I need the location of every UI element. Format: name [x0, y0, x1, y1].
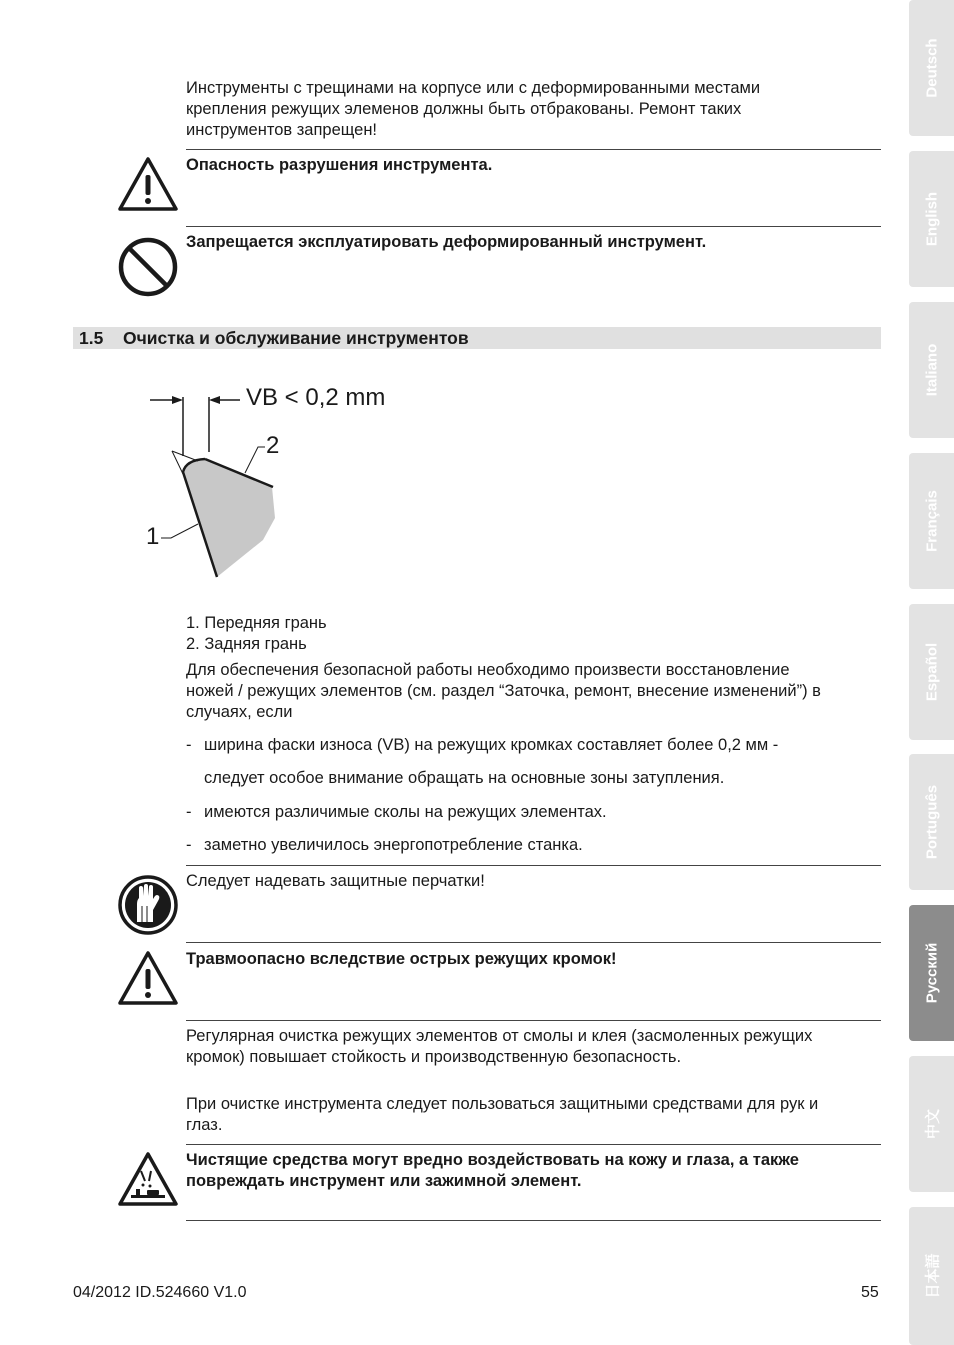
- section-title: Очистка и обслуживание инструментов: [123, 328, 469, 348]
- tab-english[interactable]: English: [909, 151, 954, 287]
- warning-triangle-icon: [117, 156, 179, 212]
- legend-item: 2. Задняя грань: [186, 635, 307, 653]
- tab-italiano[interactable]: Italiano: [909, 302, 954, 438]
- footer-doc-id: 04/2012 ID.524660 V1.0: [73, 1284, 247, 1301]
- corrosive-icon: [117, 1151, 179, 1207]
- section-number: 1.5: [79, 328, 104, 348]
- warning-triangle-icon: [117, 950, 179, 1006]
- deformed-warning: Запрещается эксплуатировать деформированный инструмент.: [186, 233, 707, 251]
- divider: [186, 1144, 881, 1145]
- legend-item: 1. Передняя грань: [186, 614, 327, 632]
- gloves-note: Следует надевать защитные перчатки!: [186, 872, 485, 890]
- callout-2: 2: [266, 432, 280, 459]
- prohibition-icon: [117, 236, 179, 298]
- divider: [186, 1020, 881, 1021]
- tab-francais[interactable]: Français: [909, 453, 954, 589]
- divider: [186, 1220, 881, 1221]
- gloves-icon: [117, 874, 179, 936]
- figure-legend: [186, 613, 327, 655]
- cleaning-paragraph: Регулярная очистка режущих элементов от смолы и клея (засмоленных режущих кромок) повышает стойкость и производственную безопасность.: [186, 1027, 813, 1066]
- tab-russian[interactable]: Русский: [909, 905, 954, 1041]
- breakage-warning: Опасность разрушения инструмента.: [186, 156, 493, 174]
- restore-paragraph: Для обеспечения безопасной работы необходимо произвести восстановление ножей / режущих элементов (см. раздел “Заточка, ремонт, внесение изменений”) в случаях, если: [186, 661, 821, 721]
- tab-portugues[interactable]: Português: [909, 754, 954, 890]
- protection-paragraph: При очистке инструмента следует пользоваться защитными средствами для рук и глаз.: [186, 1095, 819, 1134]
- tab-espanol[interactable]: Español: [909, 604, 954, 740]
- tab-deutsch[interactable]: Deutsch: [909, 0, 954, 136]
- divider: [186, 865, 881, 866]
- sharp-edges-warning: Травмоопасно вследствие острых режущих кромок!: [186, 950, 617, 968]
- callout-1: 1: [146, 523, 160, 550]
- divider: [186, 149, 881, 150]
- tab-chinese[interactable]: 中文: [909, 1056, 954, 1192]
- chemical-warning: Чистящие средства могут вредно воздействовать на кожу и глаза, а также повреждать инструмент или зажимной элемент.: [186, 1151, 799, 1190]
- divider: [186, 226, 881, 227]
- section-heading: [73, 327, 881, 349]
- vb-label: VB < 0,2 mm: [246, 384, 386, 411]
- page-number: 55: [861, 1284, 879, 1301]
- tab-japanese[interactable]: 日本語: [909, 1207, 954, 1345]
- intro-paragraph: Инструменты с трещинами на корпусе или с деформированными местами крепления режущих элеменов должны быть отбракованы. Ремонт таких инструментов запрещен!: [186, 79, 761, 139]
- divider: [186, 942, 881, 943]
